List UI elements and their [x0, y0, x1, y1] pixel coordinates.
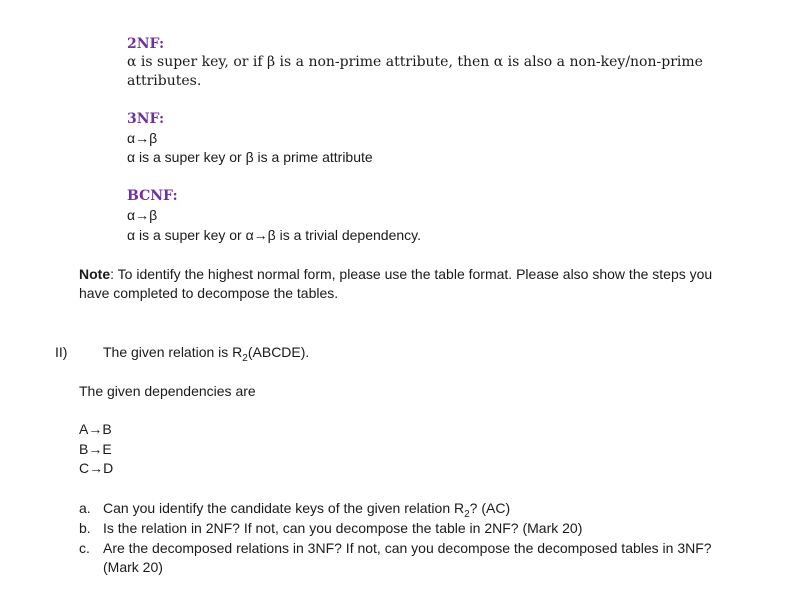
dependency-item: C→D	[79, 460, 114, 476]
bcnf-dependency: α→β	[127, 207, 158, 223]
question-marker: b.	[79, 520, 91, 536]
2nf-definition-line1: α is super key, or if β is a non-prime attribute, then α is also a non-key/non-prime	[127, 54, 703, 70]
heading-3nf: 3NF:	[127, 111, 165, 127]
question-a	[103, 500, 510, 520]
question-marker: a.	[79, 500, 91, 516]
question-a-text: Can you identify the candidate keys of the given relation R	[103, 500, 465, 516]
relation-subscript: 2	[242, 352, 248, 364]
dependency-item: B→E	[79, 441, 112, 457]
note-line2: have completed to decompose the tables.	[79, 285, 339, 301]
heading-bcnf: BCNF:	[127, 188, 178, 204]
bcnf-rule: α is a super key or α→β is a trivial dependency.	[127, 227, 421, 243]
relation-prefix: The given relation is R	[103, 344, 243, 360]
question-b: Is the relation in 2NF? If not, can you decompose the table in 2NF? (Mark 20)	[103, 520, 583, 536]
note-text-line1: : To identify the highest normal form, please use the table format. Please also show the steps you	[110, 266, 713, 282]
relation-suffix: (ABCDE).	[247, 344, 310, 360]
2nf-definition-line2: attributes.	[127, 73, 202, 89]
dependencies-intro: The given dependencies are	[79, 383, 256, 399]
note-label: Note	[79, 266, 111, 282]
3nf-dependency: α→β	[127, 130, 158, 146]
section-number: II)	[55, 344, 68, 360]
relation-statement	[103, 344, 309, 364]
question-c-line2: (Mark 20)	[103, 559, 163, 575]
note-line1	[79, 266, 712, 282]
dependency-item: A→B	[79, 421, 112, 437]
3nf-rule: α is a super key or β is a prime attribute	[127, 149, 373, 165]
heading-2nf: 2NF:	[127, 36, 165, 52]
question-a-subscript: 2	[464, 508, 470, 520]
question-a-answer: ? (AC)	[469, 500, 511, 516]
question-c-line1: Are the decomposed relations in 3NF? If not, can you decompose the decomposed tables in 3NF?	[103, 540, 712, 556]
question-marker: c.	[79, 540, 90, 556]
